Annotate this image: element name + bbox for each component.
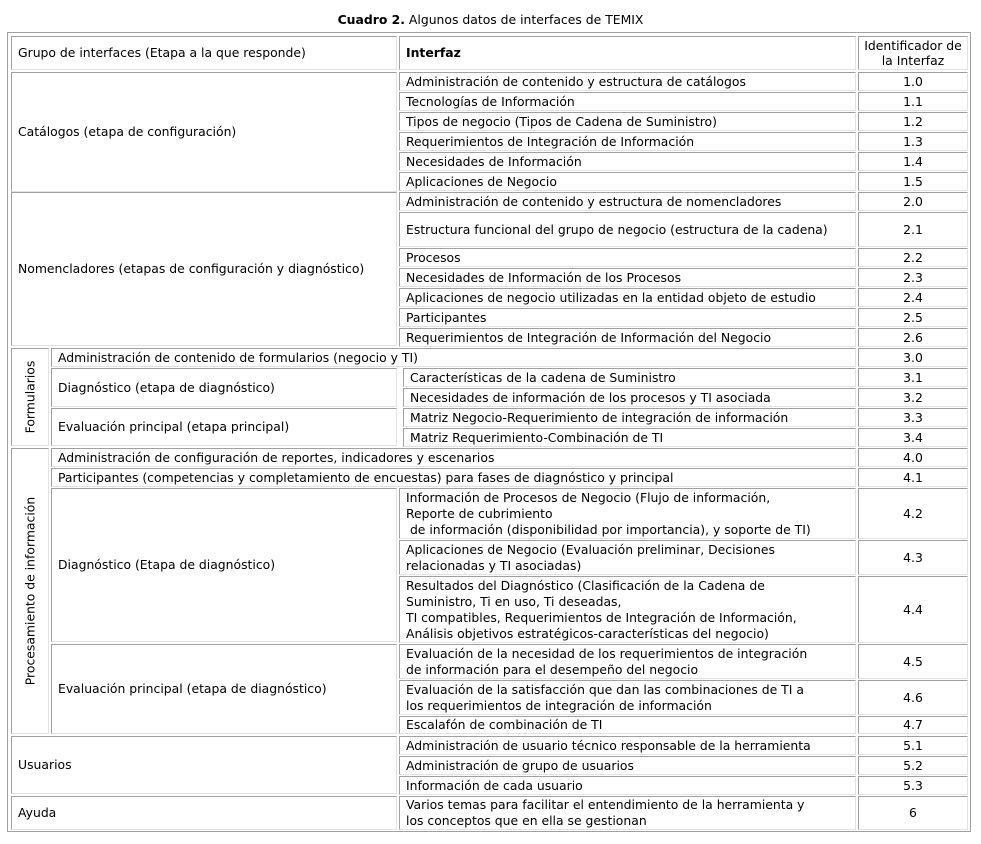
interface-name: Necesidades de información de los procesos y TI asociada bbox=[403, 388, 856, 407]
interface-id: 2.5 bbox=[858, 308, 968, 327]
interface-id: 3.2 bbox=[858, 388, 968, 407]
interface-id: 1.4 bbox=[858, 152, 968, 171]
interface-id: 2.6 bbox=[858, 328, 968, 347]
interface-id: 1.3 bbox=[858, 132, 968, 151]
interface-id: 3.4 bbox=[858, 428, 968, 447]
interface-name: Participantes (competencias y completamiento de encuestas) para fases de diagnóstico y principal bbox=[51, 468, 856, 487]
interface-name: Administración de contenido y estructura de nomencladores bbox=[399, 192, 856, 211]
interface-id: 1.2 bbox=[858, 112, 968, 131]
interface-name: Participantes bbox=[399, 308, 856, 327]
interface-name: Aplicaciones de Negocio bbox=[399, 172, 856, 191]
interface-name bbox=[399, 644, 856, 679]
interface-id: 2.3 bbox=[858, 268, 968, 287]
interface-id: 2.1 bbox=[858, 212, 968, 247]
interface-name bbox=[399, 796, 856, 830]
interface-name: Necesidades de Información de los Procesos bbox=[399, 268, 856, 287]
interface-name: Estructura funcional del grupo de negocio (estructura de la cadena) bbox=[399, 212, 856, 247]
group-formularios-label: Formularios bbox=[22, 360, 38, 434]
interface-name-text: Evaluación de la necesidad de los requerimientos de integración de información para el desempeño del negocio bbox=[406, 645, 808, 677]
interface-id: 4.1 bbox=[858, 468, 968, 487]
interface-id: 5.1 bbox=[858, 736, 968, 755]
table-caption bbox=[0, 12, 981, 27]
subgroup-diagnostico: Diagnóstico (Etapa de diagnóstico) bbox=[51, 488, 397, 642]
interface-name: Administración de contenido de formularios (negocio y TI) bbox=[51, 348, 856, 367]
interface-name bbox=[399, 716, 856, 734]
group-catalogos: Catálogos (etapa de configuración) bbox=[11, 72, 397, 192]
interface-name: Administración de usuario técnico responsable de la herramienta bbox=[399, 736, 856, 755]
interface-name: Aplicaciones de negocio utilizadas en la entidad objeto de estudio bbox=[399, 288, 856, 307]
interface-name bbox=[399, 488, 856, 539]
interface-id: 2.0 bbox=[858, 192, 968, 211]
interface-name: Tecnologías de Información bbox=[399, 92, 856, 111]
interface-name: Procesos bbox=[399, 248, 856, 267]
interface-id: 3.3 bbox=[858, 408, 968, 427]
interface-id: 6 bbox=[858, 796, 968, 830]
interface-id: 4.6 bbox=[858, 680, 968, 715]
subgroup-diagnostico: Diagnóstico (etapa de diagnóstico) bbox=[51, 368, 397, 407]
interface-name: Información de cada usuario bbox=[399, 776, 856, 795]
header-interface: Interfaz bbox=[399, 36, 856, 70]
group-formularios bbox=[11, 348, 49, 446]
interface-id: 1.0 bbox=[858, 72, 968, 91]
interface-name bbox=[399, 576, 856, 643]
interface-name: Administración de configuración de reportes, indicadores y escenarios bbox=[51, 448, 856, 467]
caption-text: Algunos datos de interfaces de TEMIX bbox=[404, 12, 644, 27]
interface-name bbox=[399, 540, 856, 575]
interface-name: Características de la cadena de Suministro bbox=[403, 368, 856, 387]
interface-id: 4.4 bbox=[858, 576, 968, 643]
subgroup-evaluacion: Evaluación principal (etapa principal) bbox=[51, 408, 397, 446]
interface-id: 3.1 bbox=[858, 368, 968, 387]
group-nomencladores: Nomencladores (etapas de configuración y diagnóstico) bbox=[11, 192, 397, 346]
interface-id: 4.0 bbox=[858, 448, 968, 467]
group-ayuda: Ayuda bbox=[11, 796, 397, 830]
group-procesamiento bbox=[11, 448, 49, 734]
interface-id: 1.1 bbox=[858, 92, 968, 111]
interface-name-text: Información de Procesos de Negocio (Flujo de información, Reporte de cubrimiento de información (disponibilidad por importancia), y soporte de TI) bbox=[406, 489, 811, 537]
interface-name: Matriz Requerimiento-Combinación de TI bbox=[403, 428, 856, 447]
caption-label: Cuadro 2. bbox=[337, 12, 405, 27]
interface-id: 1.5 bbox=[858, 172, 968, 191]
interface-id: 5.2 bbox=[858, 756, 968, 775]
interface-name-text: Resultados del Diagnóstico (Clasificación de la Cadena de Suministro, Ti en uso, Ti deseadas, TI compatibles, Requerimientos de Integración de Información, Análisis objetivos estratégicos-características del negocio) bbox=[406, 577, 797, 641]
interface-name-text: Aplicaciones de Negocio (Evaluación preliminar, Decisiones relacionadas y TI asociadas) bbox=[406, 541, 775, 573]
interface-id: 5.3 bbox=[858, 776, 968, 795]
interface-id: 2.2 bbox=[858, 248, 968, 267]
header-identifier: Identificador de la Interfaz bbox=[858, 36, 968, 70]
interface-name: Administración de grupo de usuarios bbox=[399, 756, 856, 775]
interface-name: Matriz Negocio-Requerimiento de integración de información bbox=[403, 408, 856, 427]
interface-name-text: Escalafón de combinación de TI bbox=[406, 717, 603, 732]
interface-name: Tipos de negocio (Tipos de Cadena de Suministro) bbox=[399, 112, 856, 131]
group-usuarios: Usuarios bbox=[11, 736, 397, 794]
interface-name: Requerimientos de Integración de Información bbox=[399, 132, 856, 151]
interface-id: 4.5 bbox=[858, 644, 968, 679]
header-group: Grupo de interfaces (Etapa a la que responde) bbox=[11, 36, 397, 70]
group-procesamiento-label: Procesamiento de información bbox=[22, 496, 38, 686]
interface-id: 2.4 bbox=[858, 288, 968, 307]
interface-name: Necesidades de Información bbox=[399, 152, 856, 171]
interface-name bbox=[399, 680, 856, 715]
interface-id: 4.2 bbox=[858, 488, 968, 539]
interface-name: Administración de contenido y estructura de catálogos bbox=[399, 72, 856, 91]
subgroup-evaluacion: Evaluación principal (etapa de diagnóstico) bbox=[51, 644, 397, 734]
interface-name: Requerimientos de Integración de Información del Negocio bbox=[399, 328, 856, 347]
interface-id: 4.3 bbox=[858, 540, 968, 575]
interface-name-text: Varios temas para facilitar el entendimiento de la herramienta y los conceptos que en ella se gestionan bbox=[406, 797, 805, 828]
interface-name-text: Evaluación de la satisfacción que dan las combinaciones de TI a los requerimientos de integración de información bbox=[406, 681, 804, 713]
interface-id: 4.7 bbox=[858, 716, 968, 734]
interface-id: 3.0 bbox=[858, 348, 968, 367]
